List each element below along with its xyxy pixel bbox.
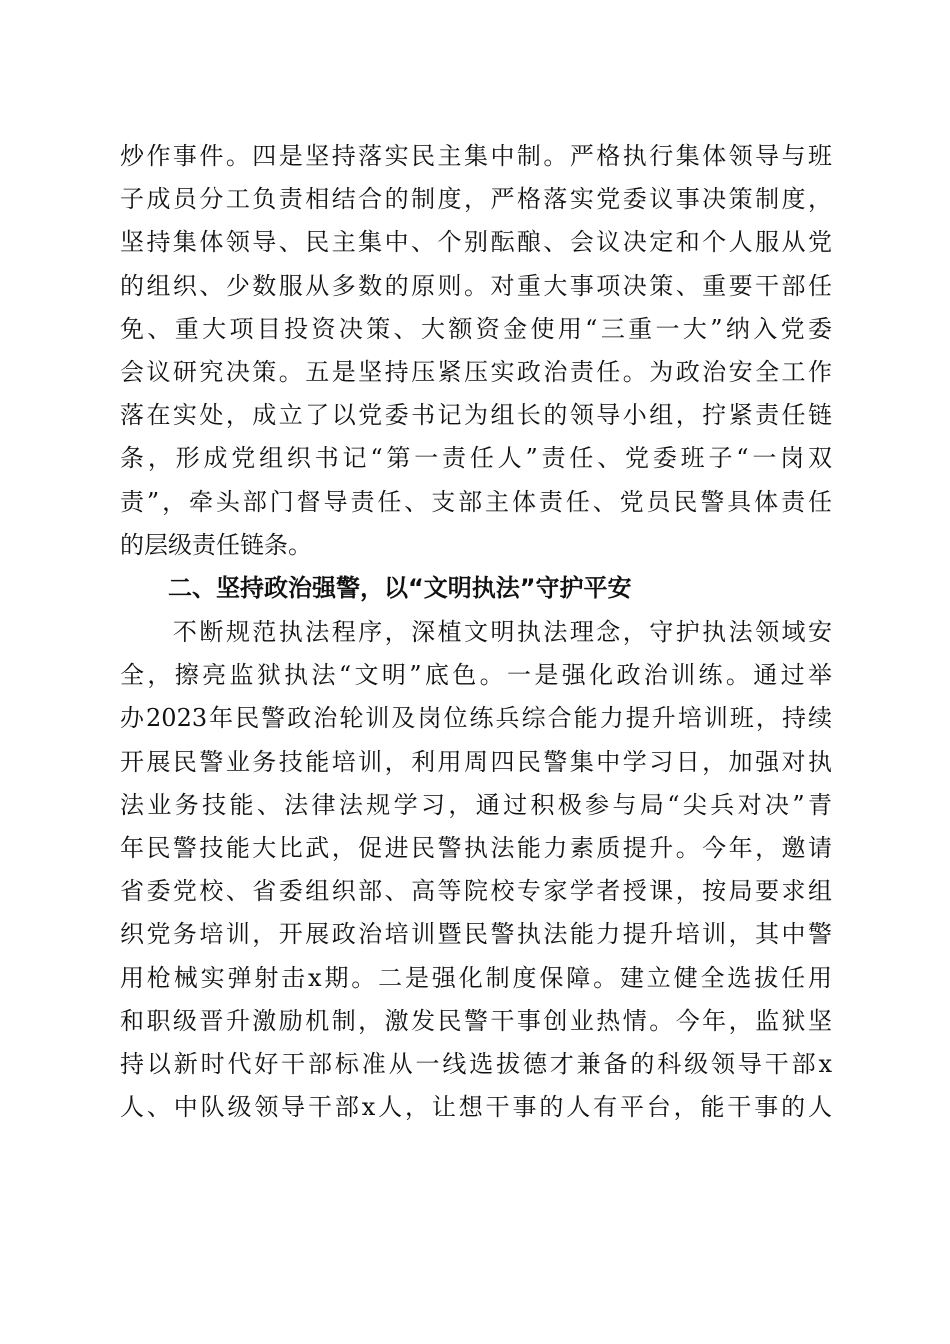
paragraph-line: 用枪械实弹射击x期。二是强化制度保障。建立健全选拔任用: [120, 963, 832, 992]
section-heading: 二、坚持政治强警，以“文明执法”守护平安: [168, 574, 632, 602]
paragraph-line: 炒作事件。四是坚持落实民主集中制。严格执行集体领导与班: [120, 142, 832, 170]
paragraph-line: 法业务技能、法律法规学习，通过积极参与局“尖兵对决”青: [120, 790, 832, 819]
paragraph-line: 的层级责任链条。: [120, 530, 312, 559]
paragraph-civilized-law-enforcement: [120, 611, 832, 1129]
paragraph-line: 条，形成党组织书记“第一责任人”责任、党委班子“一岗双: [120, 444, 832, 473]
paragraph-line: 不断规范执法程序，深植文明执法理念，守护执法领域安: [120, 618, 832, 646]
paragraph-line: 持以新时代好干部标准从一线选拔德才兼备的科级领导干部x: [120, 1049, 832, 1078]
paragraph-line: 全，擦亮监狱执法“文明”底色。一是强化政治训练。通过举: [120, 661, 832, 690]
paragraph-line: 年民警技能大比武，促进民警执法能力素质提升。今年，邀请: [120, 833, 832, 862]
paragraph-line: 子成员分工负责相结合的制度，严格落实党委议事决策制度，: [120, 185, 832, 214]
paragraph-line: 人、中队级领导干部x人，让想干事的人有平台，能干事的人: [120, 1093, 832, 1122]
paragraph-line: 免、重大项目投资决策、大额资金使用“三重一大”纳入党委: [120, 314, 832, 343]
paragraph-line: 责”，牵头部门督导责任、支部主体责任、党员民警具体责任: [120, 487, 832, 516]
paragraph-line: 的组织、少数服从多数的原则。对重大事项决策、重要干部任: [120, 271, 832, 300]
paragraph-line: 开展民警业务技能培训，利用周四民警集中学习日，加强对执: [120, 747, 832, 776]
paragraph-political-responsibility: [120, 135, 832, 567]
paragraph-line: 和职级晋升激励机制，激发民警干事创业热情。今年，监狱坚: [120, 1006, 832, 1035]
paragraph-line: 落在实处，成立了以党委书记为组长的领导小组，拧紧责任链: [120, 401, 832, 430]
paragraph-line: 省委党校、省委组织部、高等院校专家学者授课，按局要求组: [120, 877, 832, 906]
paragraph-line: 办2023年民警政治轮训及岗位练兵综合能力提升培训班，持续: [120, 704, 832, 733]
paragraph-line: 会议研究决策。五是坚持压紧压实政治责任。为政治安全工作: [120, 357, 832, 386]
paragraph-line: 织党务培训，开展政治培训暨民警执法能力提升培训，其中警: [120, 920, 832, 949]
paragraph-line: 坚持集体领导、民主集中、个别酝酿、会议决定和个人服从党: [120, 228, 832, 257]
